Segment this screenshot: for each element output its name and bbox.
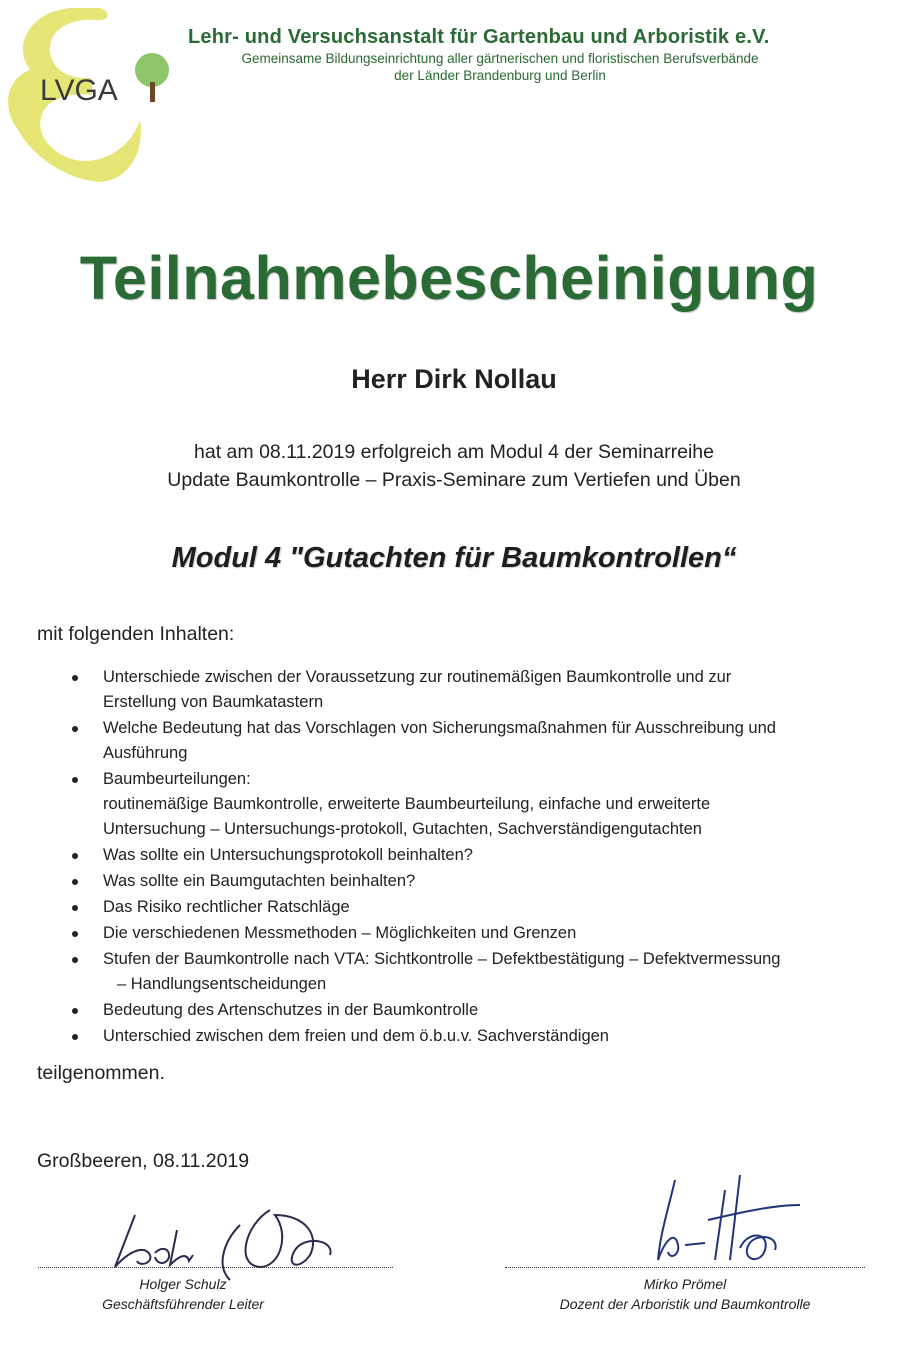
topic-line: Erstellung von Baumkatastern — [103, 693, 324, 711]
bullet-icon — [72, 957, 78, 963]
intro-line2: Update Baumkontrolle – Praxis-Seminare zum Vertiefen und Üben — [167, 469, 741, 491]
topic-line: Unterschiede zwischen der Voraussetzung zur routinemäßigen Baumkontrolle und zur — [103, 668, 732, 686]
bullet-icon — [72, 726, 78, 732]
signer-left-role: Geschäftsführender Leiter — [102, 1296, 264, 1312]
list-item — [68, 895, 868, 920]
participant-name: Herr Dirk Nollau — [351, 364, 557, 394]
bullet-icon — [72, 777, 78, 783]
topic-line: Bedeutung des Artenschutzes in der Baumkontrolle — [103, 1001, 479, 1019]
bullet-icon — [72, 905, 78, 911]
signer-right-name: Mirko Prömel — [643, 1276, 727, 1292]
list-item — [68, 716, 868, 766]
intro-line1: hat am 08.11.2019 erfolgreich am Modul 4 der Seminarreihe — [194, 441, 714, 463]
signature-line-right — [505, 1267, 865, 1268]
topic-line: Stufen der Baumkontrolle nach VTA: Sichtkontrolle – Defektbestätigung – Defektvermessung — [103, 950, 781, 968]
topic-list — [68, 665, 868, 1050]
list-item — [68, 843, 868, 868]
topic-line: Die verschiedenen Messmethoden – Möglichkeiten und Grenzen — [103, 924, 577, 942]
list-item — [68, 921, 868, 946]
bullet-icon — [72, 1008, 78, 1014]
signature-right-icon — [630, 1170, 810, 1270]
signer-right-role: Dozent der Arboristik und Baumkontrolle — [559, 1296, 811, 1312]
bullet-icon — [72, 1034, 78, 1040]
topic-line: routinemäßige Baumkontrolle, erweiterte Baumbeurteilung, einfache und erweiterte — [103, 795, 711, 813]
place-and-date: Großbeeren, 08.11.2019 — [37, 1150, 250, 1172]
list-item — [68, 767, 868, 842]
bullet-icon — [72, 931, 78, 937]
signature-left-icon — [95, 1195, 345, 1285]
bullet-icon — [72, 879, 78, 885]
topic-line: Das Risiko rechtlicher Ratschläge — [103, 898, 350, 916]
organization-subtitle-line1: Gemeinsame Bildungseinrichtung aller gärtnerischen und floristischen Berufsverbände — [241, 51, 759, 66]
topic-line: – Handlungsentscheidungen — [117, 975, 327, 993]
lvga-logo — [0, 0, 175, 195]
certificate-title: Teilnahmebescheinigung — [79, 244, 819, 312]
organization-subtitle-line2: der Länder Brandenburg und Berlin — [394, 68, 606, 83]
logo-text: LVGA — [40, 74, 118, 107]
topic-line: Baumbeurteilungen: — [103, 770, 251, 788]
list-item — [68, 869, 868, 894]
bullet-icon — [72, 675, 78, 681]
signature-line-left — [38, 1267, 393, 1268]
topic-line: Unterschied zwischen dem freien und dem ö.b.u.v. Sachverständigen — [103, 1027, 609, 1045]
topic-line: Welche Bedeutung hat das Vorschlagen von Sicherungsmaßnahmen für Ausschreibung und — [103, 719, 776, 737]
bullet-icon — [72, 853, 78, 859]
list-item — [68, 998, 868, 1023]
contents-intro: mit folgenden Inhalten: — [37, 623, 235, 645]
closing-text: teilgenommen. — [37, 1062, 165, 1084]
list-item — [68, 947, 868, 997]
organization-name: Lehr- und Versuchsanstalt für Gartenbau und Arboristik e.V. — [188, 26, 770, 48]
topic-line: Was sollte ein Baumgutachten beinhalten? — [103, 872, 416, 890]
module-title: Modul 4 "Gutachten für Baumkontrollen“ — [171, 542, 737, 574]
signer-left-name: Holger Schulz — [139, 1276, 227, 1292]
topic-line: Untersuchung – Untersuchungs-protokoll, Gutachten, Sachverständigengutachten — [103, 820, 702, 838]
topic-line: Ausführung — [103, 744, 188, 762]
list-item — [68, 665, 868, 715]
list-item — [68, 1024, 868, 1049]
topic-line: Was sollte ein Untersuchungsprotokoll beinhalten? — [103, 846, 473, 864]
